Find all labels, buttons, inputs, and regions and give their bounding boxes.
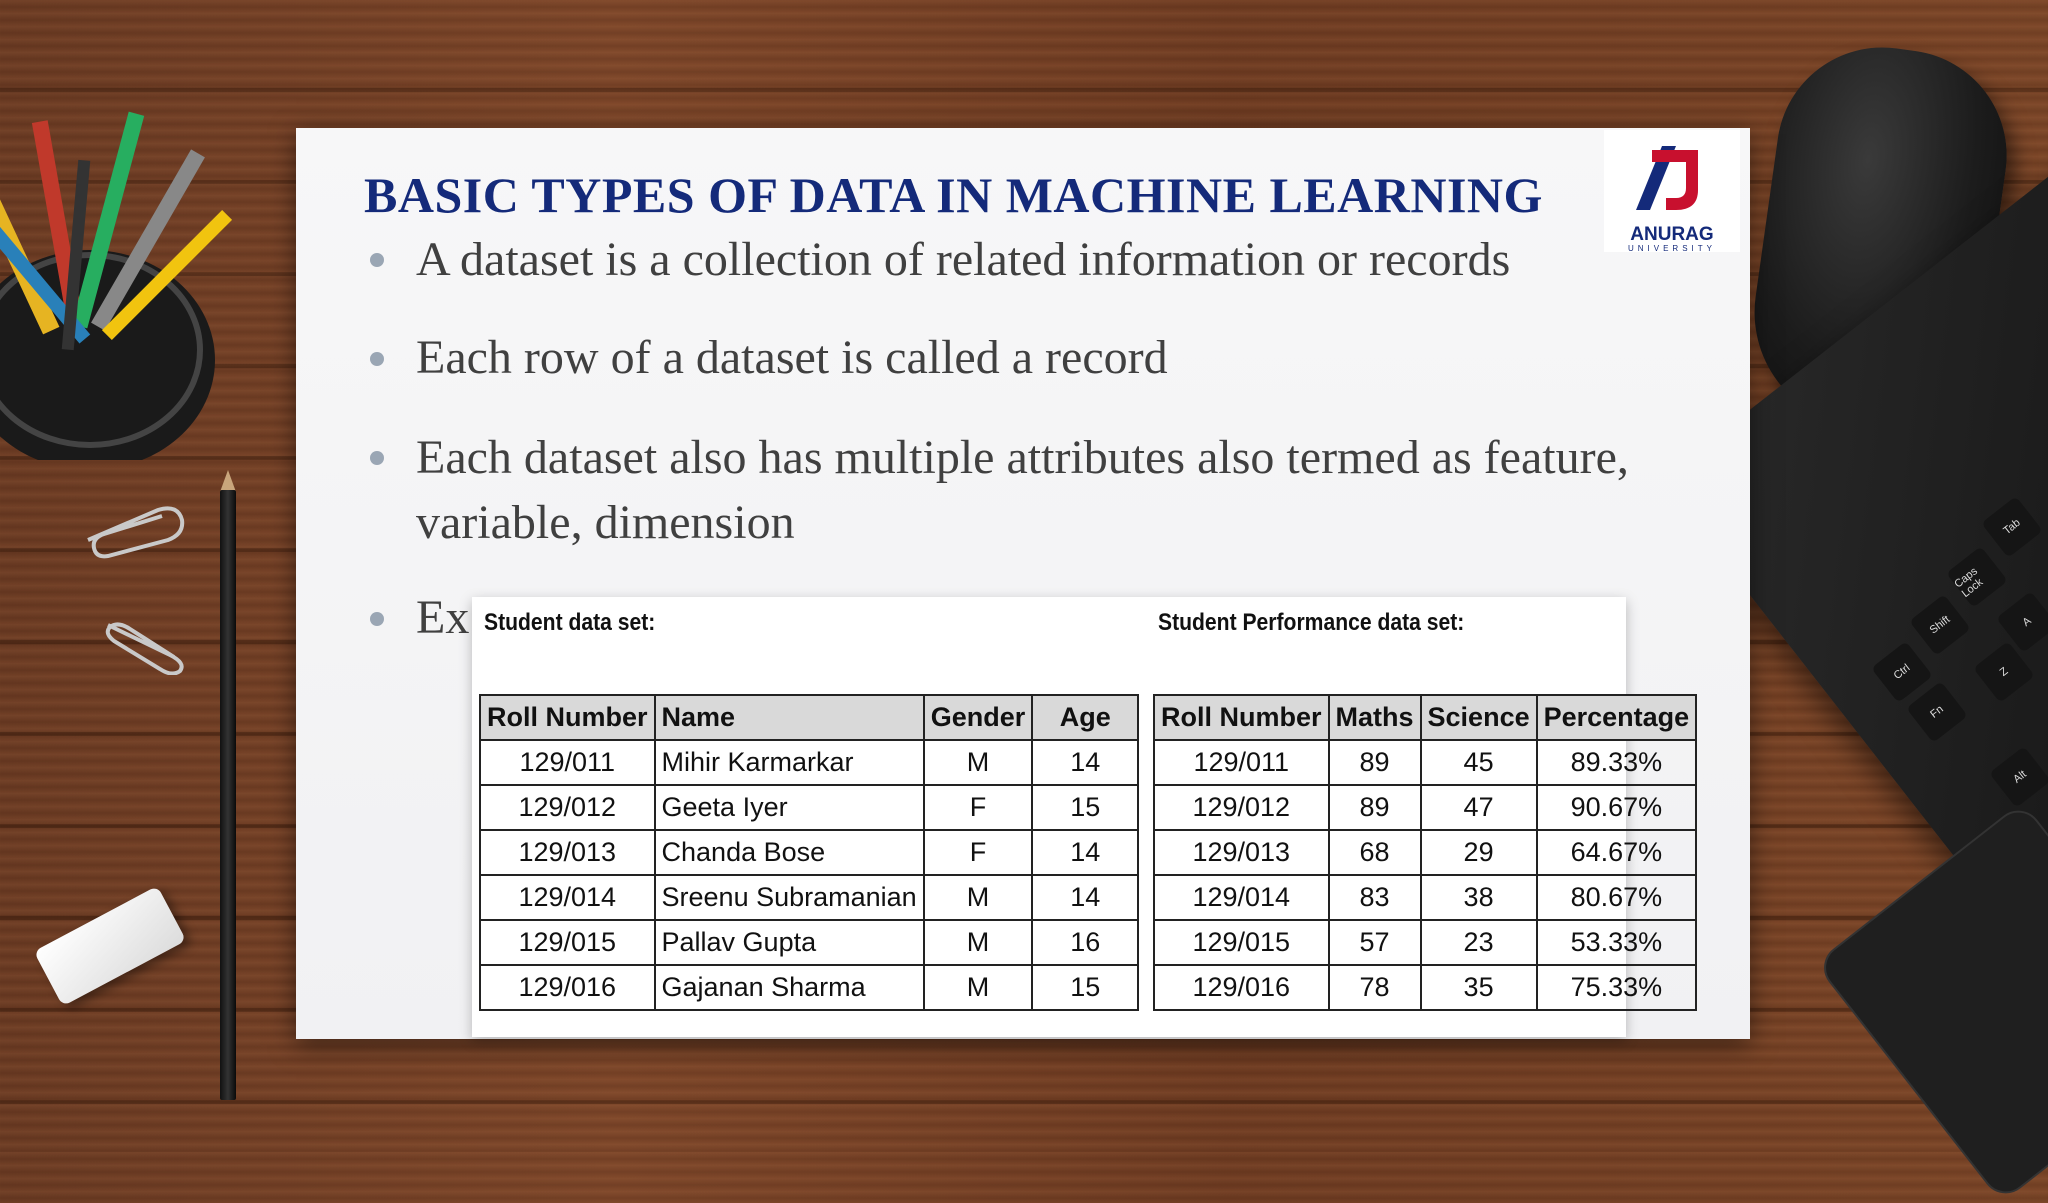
key-caps-lock: Caps Lock — [1946, 546, 2008, 608]
table-cell: 57 — [1329, 920, 1421, 965]
table-cell: M — [924, 875, 1033, 920]
table-cell: 29 — [1421, 830, 1537, 875]
table-cell: 129/014 — [1154, 875, 1329, 920]
table-cell: F — [924, 830, 1033, 875]
slide-title: BASIC TYPES OF DATA IN MACHINE LEARNING — [364, 167, 1543, 223]
table-row — [480, 875, 1138, 920]
column-header: Science — [1421, 695, 1537, 740]
key-tab: Tab — [1981, 496, 2043, 558]
university-logo — [1604, 130, 1740, 252]
table-cell: 89 — [1329, 740, 1421, 785]
table-cell: 129/011 — [480, 740, 655, 785]
table-cell: 35 — [1421, 965, 1537, 1010]
table-row — [480, 785, 1138, 830]
table-cell: 129/016 — [480, 965, 655, 1010]
table-cell: M — [924, 965, 1033, 1010]
pencil-tip — [220, 470, 236, 492]
logo-name: ANURAG — [1630, 224, 1714, 245]
bullet-dot — [370, 253, 384, 267]
table-cell: 78 — [1329, 965, 1421, 1010]
table-cell: 45 — [1421, 740, 1537, 785]
table-cell: 129/016 — [1154, 965, 1329, 1010]
table-row — [480, 830, 1138, 875]
performance-table-caption: Student Performance data set: — [1158, 609, 1465, 636]
table-cell: Geeta Iyer — [655, 785, 924, 830]
column-header: Roll Number — [480, 695, 655, 740]
table-cell: 129/011 — [1154, 740, 1329, 785]
table-row — [480, 740, 1138, 785]
table-cell: 129/013 — [1154, 830, 1329, 875]
table-cell: 68 — [1329, 830, 1421, 875]
logo-mark-icon — [1632, 142, 1712, 212]
table-cell: 89.33% — [1537, 740, 1697, 785]
table-cell: 14 — [1032, 830, 1138, 875]
table-cell: 15 — [1032, 965, 1138, 1010]
column-header: Percentage — [1537, 695, 1697, 740]
dataset-tables-image — [472, 597, 1690, 1037]
student-performance-table — [1153, 694, 1697, 1011]
table-row — [1154, 875, 1696, 920]
logo-subtitle: UNIVERSITY — [1627, 244, 1716, 253]
column-header: Age — [1032, 695, 1138, 740]
key-a: A — [1996, 591, 2048, 653]
table-row — [1154, 965, 1696, 1010]
bullet-example: Ex — [416, 591, 470, 644]
table-cell: 15 — [1032, 785, 1138, 830]
key-shift: Shift — [1909, 594, 1971, 656]
bullet-attributes-line2: variable, dimension — [416, 496, 795, 549]
table-cell: 23 — [1421, 920, 1537, 965]
table-cell: 90.67% — [1537, 785, 1697, 830]
paperclip-image — [78, 500, 188, 560]
paperclip-image-2 — [100, 615, 190, 675]
table-cell: F — [924, 785, 1033, 830]
pencil-image — [220, 490, 236, 1100]
table-cell: 80.67% — [1537, 875, 1697, 920]
table-cell: 14 — [1032, 875, 1138, 920]
table-cell: Mihir Karmarkar — [655, 740, 924, 785]
table-cell: Pallav Gupta — [655, 920, 924, 965]
table-cell: 129/015 — [1154, 920, 1329, 965]
column-header: Name — [655, 695, 924, 740]
table-cell: 53.33% — [1537, 920, 1697, 965]
bullet-dot — [370, 451, 384, 465]
table-cell: 129/012 — [1154, 785, 1329, 830]
table-cell: 129/015 — [480, 920, 655, 965]
key-ctrl: Ctrl — [1871, 641, 1933, 703]
key-z: Z — [1973, 641, 2035, 703]
key-alt: Alt — [1989, 746, 2048, 808]
pencil-cup-image — [0, 100, 260, 460]
column-header: Roll Number — [1154, 695, 1329, 740]
bullet-dot — [370, 612, 384, 626]
table-cell: 129/013 — [480, 830, 655, 875]
table-cell: M — [924, 920, 1033, 965]
table-cell: 64.67% — [1537, 830, 1697, 875]
table-cell: 129/014 — [480, 875, 655, 920]
bullet-dataset-definition: A dataset is a collection of related information or records — [416, 233, 1511, 286]
table-cell: 16 — [1032, 920, 1138, 965]
column-header: Maths — [1329, 695, 1421, 740]
table-cell: 89 — [1329, 785, 1421, 830]
table-header-row — [480, 695, 1138, 740]
table-cell: Sreenu Subramanian — [655, 875, 924, 920]
table-row — [1154, 830, 1696, 875]
table-cell: 75.33% — [1537, 965, 1697, 1010]
student-data-table — [479, 694, 1139, 1011]
column-header: Gender — [924, 695, 1033, 740]
table-cell: 38 — [1421, 875, 1537, 920]
table-row — [480, 920, 1138, 965]
table-row — [1154, 920, 1696, 965]
table-cell: 83 — [1329, 875, 1421, 920]
table-row — [1154, 785, 1696, 830]
table-cell: 14 — [1032, 740, 1138, 785]
laptop-touchpad — [1814, 801, 2048, 1203]
table-cell: Gajanan Sharma — [655, 965, 924, 1010]
table-cell: M — [924, 740, 1033, 785]
key-fn: Fn — [1906, 681, 1968, 743]
eraser-image — [34, 886, 187, 1006]
table-header-row — [1154, 695, 1696, 740]
bullet-dot — [370, 352, 384, 366]
table-row — [480, 965, 1138, 1010]
table-cell: Chanda Bose — [655, 830, 924, 875]
bullet-record-definition: Each row of a dataset is called a record — [416, 331, 1168, 384]
table-cell: 47 — [1421, 785, 1537, 830]
table-row — [1154, 740, 1696, 785]
bullet-attributes-line1: Each dataset also has multiple attributes also termed as feature, — [416, 431, 1629, 484]
table-cell: 129/012 — [480, 785, 655, 830]
student-table-caption: Student data set: — [484, 609, 656, 636]
